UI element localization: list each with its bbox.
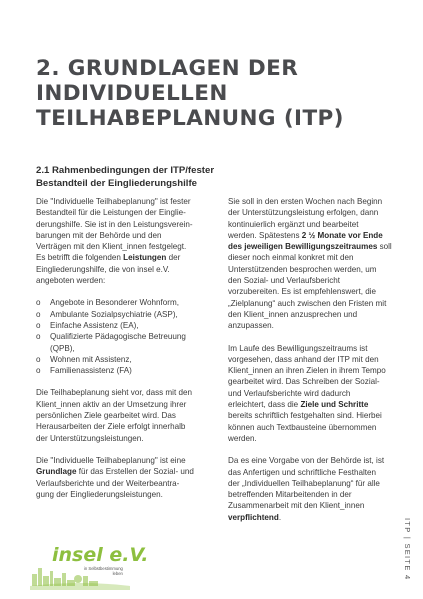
list-item-text: Ambulante Sozialpsychiatrie (ASP),	[50, 309, 178, 319]
text-line: „Zielplanung“ auch zwischen den Fristen mit	[228, 298, 387, 308]
services-list	[36, 297, 198, 376]
logo-tagline	[84, 566, 123, 576]
bullet-icon: o	[36, 354, 41, 364]
text-span: für das Erstellen der Sozial- und	[76, 467, 194, 477]
text-span: Es betrifft die folgenden	[36, 253, 124, 263]
section-heading	[36, 164, 336, 190]
text-line: der „Individuellen Teilhabeplanung“ für alle	[228, 478, 380, 488]
text-line: derungshilfe. Sie ist in den Leistungsverein-	[36, 219, 193, 229]
text-line: Die "Individuelle Teilhabeplanung" ist fester	[36, 197, 191, 206]
left-column	[36, 196, 198, 511]
bold-text: Ziele und Schritte	[300, 400, 369, 410]
text-line: vorgesehen, dass anhand der ITP mit den	[228, 354, 379, 364]
bullet-icon: o	[36, 332, 41, 342]
list-item	[36, 297, 198, 308]
section-heading-line: 2.1 Rahmenbedingungen der ITP/fester	[36, 165, 215, 176]
text-span: der	[166, 253, 181, 263]
text-line: kontinuierlich ergänzt und bearbeitet	[228, 219, 359, 229]
text-line	[228, 512, 394, 523]
text-span: Verträgen mit den Klient_innen festgelegt.	[36, 242, 187, 252]
bullet-icon: o	[36, 309, 41, 319]
text-line: Im Laufe des Bewilligungszeitraums ist	[228, 343, 368, 353]
text-line: barungen mit der Behörde und den	[36, 230, 162, 240]
list-item-text: Qualifizierte Pädagogische Betreuung	[50, 332, 186, 342]
paragraph	[228, 343, 394, 445]
title-line: 2. GRUNDLAGEN DER	[36, 56, 299, 81]
list-item-text: Wohnen mit Assistenz,	[50, 354, 132, 364]
list-item-text: (QPB),	[50, 343, 75, 353]
text-line: anzupassen.	[228, 321, 274, 331]
tagline-line: leben	[112, 571, 123, 576]
text-line: den Sozial- und Verlaufsbericht	[228, 276, 341, 286]
text-line: Da es eine Vorgabe von der Behörde ist, ist	[228, 456, 385, 466]
text-line: Herausarbeiten der Ziele erfolgt innerhalb	[36, 422, 186, 432]
list-item-text: Einfache Assistenz (EA),	[50, 320, 139, 330]
text-line: Bestandteil für die Leistungen der Einglie-	[36, 208, 186, 218]
paragraph	[36, 387, 198, 443]
text-line: Klient_innen aktiv an der Umsetzung ihrer	[36, 399, 187, 409]
right-column	[228, 196, 394, 534]
text-line: Eingliederungshilfe, die von insel e.V.	[36, 264, 170, 274]
text-line: Unterstützenden besprochen werden, um	[228, 264, 377, 274]
paragraph	[36, 455, 198, 500]
title-line: INDIVIDUELLEN	[36, 81, 228, 106]
bullet-icon: o	[36, 320, 41, 330]
list-item	[36, 320, 198, 331]
page-marker: ITP | SEITE 4	[403, 518, 412, 581]
text-line: Verlaufsberichte und der Weiterbeantra-	[36, 478, 180, 488]
insel-logo	[22, 540, 149, 592]
text-line: bereits schriftlich festgehalten sind. Hierbei	[228, 411, 382, 421]
list-item	[36, 354, 198, 365]
text-line	[36, 252, 198, 263]
bold-text: Leistungen	[123, 253, 167, 263]
page-title	[36, 56, 406, 131]
text-span: werden. Spätestens	[228, 230, 302, 240]
text-line: den Klient_innen anzusprechen und	[228, 309, 358, 319]
logo-wordmark: insel e.V.	[52, 544, 149, 566]
text-line	[36, 241, 198, 252]
text-line: und Verlaufsberichte wird dadurch	[228, 388, 351, 398]
bullet-icon: o	[36, 366, 41, 376]
list-item-text: Familienassistenz (FA)	[50, 366, 132, 376]
text-line: Die Teilhabeplanung sieht vor, dass mit den	[36, 388, 192, 398]
bold-text: verpflichtend	[228, 512, 279, 522]
list-item	[36, 365, 198, 376]
tagline-line: in Selbstbestimmung	[84, 566, 123, 571]
paragraph	[228, 455, 394, 523]
text-line: Sie soll in den ersten Wochen nach Beginn	[228, 197, 383, 206]
text-line: das Anfertigen und schriftliche Festhalten	[228, 467, 377, 477]
text-line: Die "Individuelle Teilhabeplanung" ist eine	[36, 455, 186, 465]
bold-text: 2 ½ Monate vor Ende	[301, 230, 383, 240]
bullet-icon: o	[36, 298, 41, 308]
text-line: Klient_innen an ihren Zielen in ihrem Tempo	[228, 366, 386, 376]
text-line: Zusammenarbeit mit den Klient_innen	[228, 501, 365, 511]
list-item-continuation	[36, 343, 198, 354]
text-line	[36, 466, 198, 477]
section-heading-line: Bestandteil der Eingliederungshilfe	[36, 178, 197, 189]
text-line: dieser noch einmal konkret mit den	[228, 253, 354, 263]
list-item-text: Angebote in Besonderer Wohnform,	[50, 298, 179, 308]
text-line: werden.	[228, 433, 257, 443]
text-line: gearbeitet wird. Das Schreiben der Sozial-	[228, 377, 380, 387]
title-line: TEILHABEPLANUNG (ITP)	[36, 106, 344, 131]
bold-text: des jeweiligen Bewilligungszeitraumes	[228, 242, 378, 252]
text-line: gung der Eingliederungsleistungen.	[36, 489, 163, 499]
list-item	[36, 309, 198, 320]
list-item	[36, 331, 198, 342]
bold-text: Grundlage	[36, 467, 77, 477]
paragraph	[36, 196, 198, 286]
text-span: soll	[377, 242, 392, 252]
text-line	[228, 399, 394, 410]
paragraph	[228, 196, 394, 332]
text-line: betreffenden Mitarbeitenden in der	[228, 490, 352, 500]
text-span: erleichtert, dass die	[228, 400, 301, 410]
text-line: vorzubereiten. Es ist empfehlenswert, die	[228, 287, 377, 297]
text-span: .	[278, 512, 282, 522]
text-line: der Unterstützungsleistung erfolgen, dann	[228, 208, 379, 218]
text-line	[228, 230, 394, 241]
text-line: persönlichen Ziele gearbeitet wird. Das	[36, 411, 176, 421]
text-line: können auch Textbausteine übernommen	[228, 422, 377, 432]
text-line: der Unterstützungsleistungen.	[36, 433, 144, 443]
text-line: angeboten werden:	[36, 276, 106, 286]
text-line	[228, 241, 394, 252]
